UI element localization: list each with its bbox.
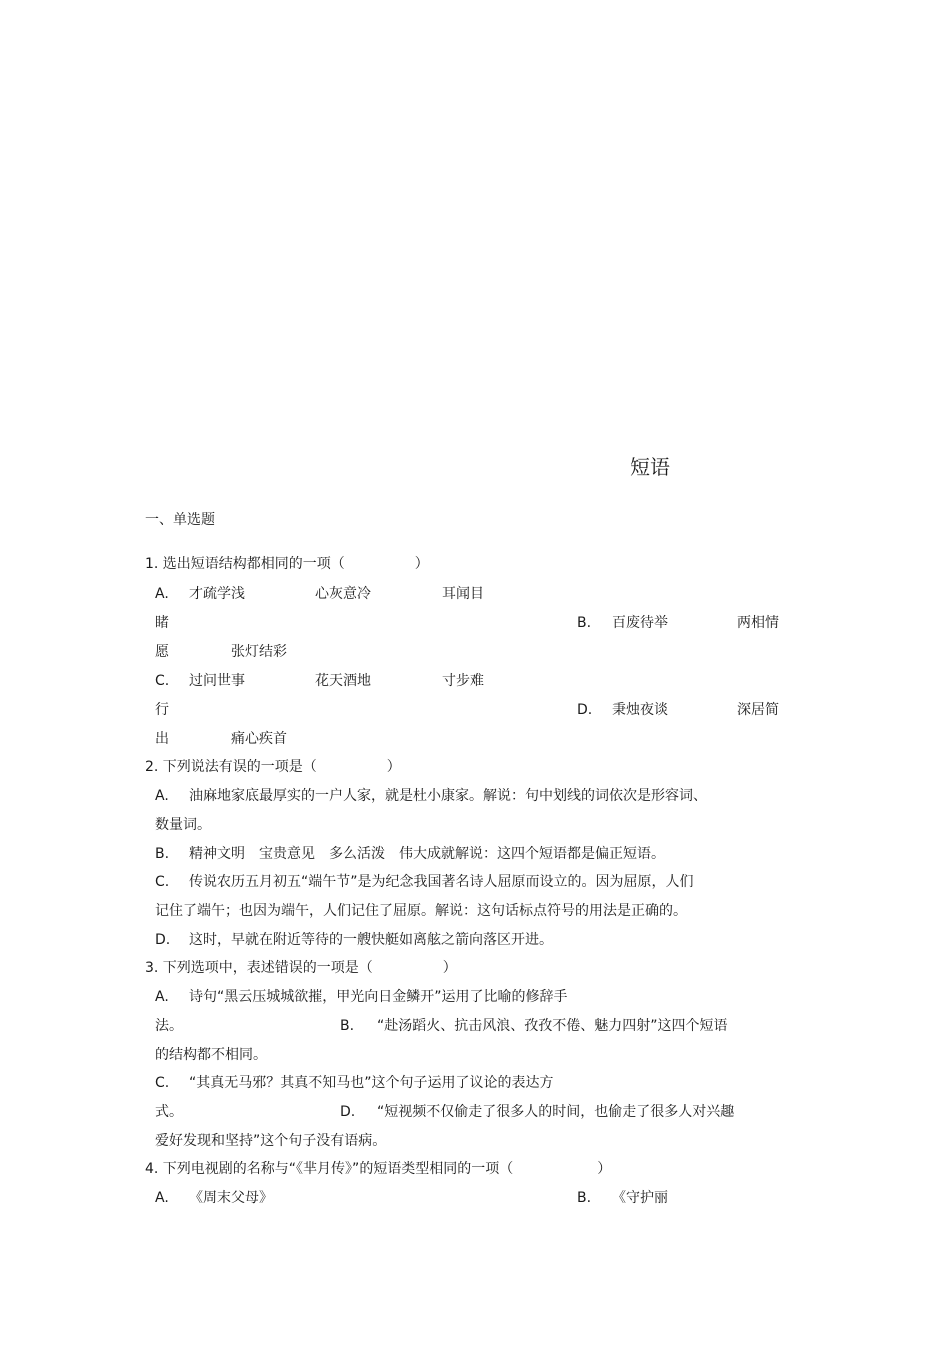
q2-option-d-text: 这时，早就在附近等待的一艘快艇如离舷之箭向落区开进。 <box>189 932 553 948</box>
q4-option-b-text: 《守护丽 <box>612 1190 668 1206</box>
q1-option-d-item: 深居简 <box>737 702 779 718</box>
q1-option-a-item: 耳闻目 <box>442 586 484 602</box>
q1-option-d-item: 痛心疾首 <box>231 731 287 747</box>
q3-option-b-letter: B. <box>340 1018 355 1034</box>
q2-option-d-letter: D. <box>155 932 171 948</box>
q3-option-d-text: “短视频不仅偷走了很多人的时间，也偷走了很多人对兴趣 <box>377 1104 735 1120</box>
q2-option-b-text: 精神文明 宝贵意见 多么活泼 伟大成就解说：这四个短语都是偏正短语。 <box>189 846 665 862</box>
q2-option-b-letter: B. <box>155 846 170 862</box>
q1-option-c-item: 花天酒地 <box>315 673 371 689</box>
question-4-stem: 4. 下列电视剧的名称与“《芈月传》”的短语类型相同的一项（ ） <box>145 1161 612 1177</box>
q1-option-d-item: 出 <box>155 731 169 747</box>
question-2-stem: 2. 下列说法有误的一项是（ ） <box>145 759 401 775</box>
q1-option-d-item: 秉烛夜谈 <box>612 702 668 718</box>
q1-option-a-letter: A. <box>155 586 169 602</box>
q2-option-a-text: 油麻地家底最厚实的一户人家，就是杜小康家。解说：句中划线的词依次是形容词、 <box>189 788 707 804</box>
q3-option-a-text: 法。 <box>155 1018 183 1034</box>
q3-option-d-text: 爱好发现和坚持”这个句子没有语病。 <box>155 1133 387 1149</box>
q1-option-c-letter: C. <box>155 673 170 689</box>
q3-option-c-letter: C. <box>155 1075 170 1091</box>
q1-option-b-item: 两相情 <box>737 615 779 631</box>
q3-option-b-text: “赴汤蹈火、抗击风浪、孜孜不倦、魅力四射”这四个短语 <box>377 1018 728 1034</box>
q1-option-c-item: 行 <box>155 702 169 718</box>
q2-option-c-letter: C. <box>155 874 170 890</box>
q2-option-c-text: 传说农历五月初五“端午节”是为纪念我国著名诗人屈原而设立的。因为屈原，人们 <box>189 874 694 890</box>
q4-option-a-letter: A. <box>155 1190 169 1206</box>
q1-option-a-item: 睹 <box>155 615 169 631</box>
q3-option-b-text: 的结构都不相同。 <box>155 1047 267 1063</box>
q2-option-a-text: 数量词。 <box>155 817 211 833</box>
q1-option-b-letter: B. <box>577 615 592 631</box>
q1-option-a-item: 心灰意冷 <box>315 586 371 602</box>
q4-option-b-letter: B. <box>577 1190 592 1206</box>
page-title: 短语 <box>630 455 670 479</box>
q1-option-b-item: 愿 <box>155 644 169 660</box>
q1-option-c-item: 过问世事 <box>189 673 245 689</box>
q3-option-a-text: 诗句“黑云压城城欲摧，甲光向日金鳞开”运用了比喻的修辞手 <box>189 989 568 1005</box>
q3-option-d-letter: D. <box>340 1104 356 1120</box>
q2-option-c-text: 记住了端午；也因为端午，人们记住了屈原。解说：这句话标点符号的用法是正确的。 <box>155 903 687 919</box>
q2-option-a-letter: A. <box>155 788 169 804</box>
q3-option-c-text: 式。 <box>155 1104 183 1120</box>
q3-option-a-letter: A. <box>155 989 169 1005</box>
q3-option-c-text: “其真无马邪？其真不知马也”这个句子运用了议论的表达方 <box>189 1075 554 1091</box>
section-heading: 一、单选题 <box>145 512 215 528</box>
q4-option-a-text: 《周末父母》 <box>189 1190 273 1206</box>
q1-option-b-item: 张灯结彩 <box>231 644 287 660</box>
q1-option-c-item: 寸步难 <box>442 673 484 689</box>
q1-option-d-letter: D. <box>577 702 593 718</box>
question-3-stem: 3. 下列选项中，表述错误的一项是（ ） <box>145 960 457 976</box>
q1-option-b-item: 百废待举 <box>612 615 668 631</box>
question-1-stem: 1. 选出短语结构都相同的一项（ ） <box>145 556 429 572</box>
q1-option-a-item: 才疏学浅 <box>189 586 245 602</box>
